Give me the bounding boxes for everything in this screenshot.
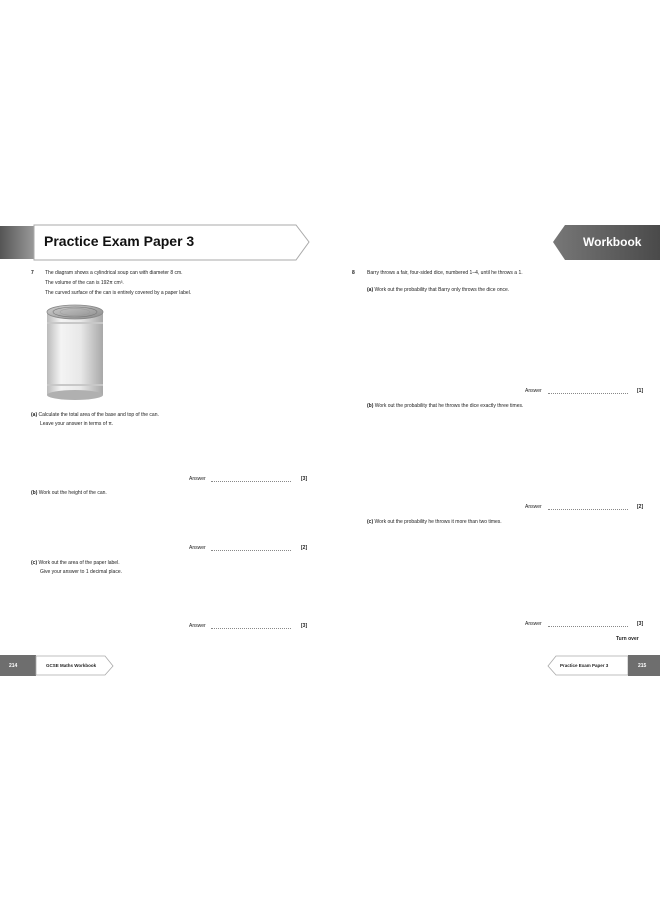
- answer-label: Answer: [525, 388, 542, 394]
- answer-label: Answer: [189, 545, 206, 551]
- answer-label: Answer: [525, 621, 542, 627]
- question-text: The diagram shows a cylindrical soup can with diameter 8 cm.: [45, 270, 183, 276]
- page-number: 215: [638, 663, 647, 669]
- question-text: The curved surface of the can is entirely covered by a paper label.: [45, 290, 192, 296]
- page-number: 214: [9, 663, 18, 669]
- question-text: Barry throws a fair, four-sided dice, numbered 1–4, until he throws a 1.: [367, 270, 523, 276]
- answer-label: Answer: [525, 504, 542, 510]
- turn-over-note: Turn over: [616, 636, 639, 642]
- marks: [3]: [301, 623, 308, 629]
- part-text: (b) Work out the height of the can.: [31, 490, 107, 496]
- part-text: (c) Work out the area of the paper label.: [31, 560, 120, 566]
- answer-line[interactable]: [548, 509, 628, 510]
- question-number: 8: [352, 270, 355, 276]
- part-text: (a) Work out the probability that Barry only throws the dice once.: [367, 287, 510, 293]
- marks: [1]: [637, 388, 644, 394]
- answer-label: Answer: [189, 623, 206, 629]
- answer-line[interactable]: [211, 481, 291, 482]
- workbook-title: Workbook: [583, 235, 642, 249]
- page-title: Practice Exam Paper 3: [44, 233, 195, 249]
- marks: [3]: [301, 476, 308, 482]
- answer-line[interactable]: [211, 550, 291, 551]
- answer-line[interactable]: [211, 628, 291, 629]
- part-text: (a) Calculate the total area of the base and top of the can.: [31, 412, 159, 418]
- answer-line[interactable]: [548, 626, 628, 627]
- marks: [2]: [637, 504, 644, 510]
- section-title: Practice Exam Paper 3: [560, 663, 609, 668]
- question-text: The volume of the can is 192π cm³.: [45, 280, 124, 286]
- marks: [2]: [301, 545, 308, 551]
- part-text: (c) Work out the probability he throws it more than two times.: [367, 519, 502, 525]
- question-number: 7: [31, 270, 34, 276]
- soup-can-image: [40, 302, 110, 402]
- marks: [3]: [637, 621, 644, 627]
- answer-line[interactable]: [548, 393, 628, 394]
- answer-label: Answer: [189, 476, 206, 482]
- part-text: Leave your answer in terms of π.: [40, 421, 114, 427]
- part-text: Give your answer to 1 decimal place.: [40, 569, 122, 575]
- part-text: (b) Work out the probability that he throws the dice exactly three times.: [367, 403, 524, 409]
- book-title: GCSE Maths Workbook: [46, 663, 97, 668]
